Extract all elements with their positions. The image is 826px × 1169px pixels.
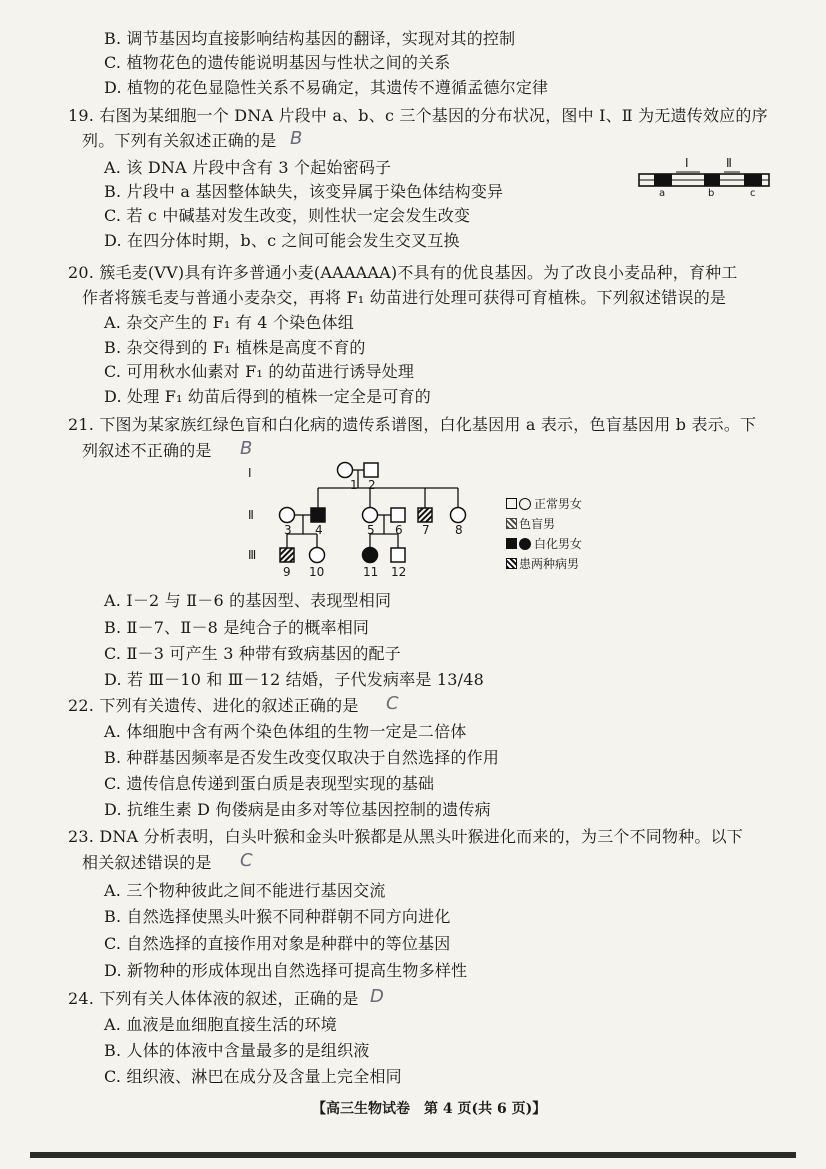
q18-option-c: C. 植物花色的遗传能说明基因与性状之间的关系 <box>104 53 451 72</box>
pedigree-i-2 <box>364 463 378 477</box>
q21-option-a: A. Ⅰ－2 与 Ⅱ－6 的基因型、表现型相同 <box>104 591 392 610</box>
q19-option-d: D. 在四分体时期，b、c 之间可能会发生交叉互换 <box>104 231 460 250</box>
pedigree-iii-9 <box>280 548 294 562</box>
q18-option-b: B. 调节基因均直接影响结构基因的翻译，实现对其的控制 <box>104 29 516 48</box>
q22-option-b: B. 种群基因频率是否发生改变仅取决于自然选择的作用 <box>104 748 500 767</box>
legend-circle-open <box>519 498 531 510</box>
q22-option-c: C. 遗传信息传递到蛋白质是表现型实现的基础 <box>104 774 435 793</box>
q20-stem: 20. 簇毛麦(VV)具有许多普通小麦(AAAAAA)不具有的优良基因。为了改良小麦品种，育种工 <box>68 263 738 282</box>
scan-edge-bar <box>30 1152 796 1158</box>
q19-option-b: B. 片段中 a 基因整体缺失，该变异属于染色体结构变异 <box>104 182 504 201</box>
id-7: 7 <box>422 523 430 537</box>
legend-colorblind <box>506 515 555 532</box>
q20-option-a: A. 杂交产生的 F₁ 有 4 个染色体组 <box>104 313 354 332</box>
legend-albino <box>506 535 582 552</box>
q22-option-a: A. 体细胞中含有两个染色体组的生物一定是二倍体 <box>104 722 467 741</box>
q23-option-a: A. 三个物种彼此之间不能进行基因交流 <box>104 881 386 900</box>
q21-option-b: B. Ⅱ－7、Ⅱ－8 是纯合子的概率相同 <box>104 618 370 637</box>
id-12: 12 <box>391 565 407 579</box>
gen-i-label: Ⅰ <box>248 466 252 480</box>
gene-a-block <box>654 174 672 186</box>
pedigree-ii-7 <box>418 508 432 522</box>
q23-option-b: B. 自然选择使黑头叶猴不同种群朝不同方向进化 <box>104 907 451 926</box>
pedigree-ii-5 <box>363 508 378 523</box>
q18-option-d: D. 植物的花色显隐性关系不易确定，其遗传不遵循孟德尔定律 <box>104 78 549 97</box>
q20-stem-cont: 作者将簇毛麦与普通小麦杂交，再将 F₁ 幼苗进行处理可获得可育植株。下列叙述错误的是 <box>82 288 727 307</box>
id-2: 2 <box>368 478 376 492</box>
pedigree-ii-3 <box>280 508 295 523</box>
id-5: 5 <box>367 523 375 537</box>
q21-stem-cont: 列叙述不正确的是 <box>82 441 212 460</box>
q21-option-c: C. Ⅱ－3 可产生 3 种带有致病基因的配子 <box>104 644 401 663</box>
pedigree-i-1 <box>338 463 353 478</box>
q20-option-d: D. 处理 F₁ 幼苗后得到的植株一定全是可育的 <box>104 387 431 406</box>
q24-stem: 24. 下列有关人体体液的叙述，正确的是 <box>68 989 359 1008</box>
id-4: 4 <box>315 523 323 537</box>
pedigree-iii-12 <box>391 548 405 562</box>
legend-circle-filled <box>519 538 531 550</box>
legend-square-hatched <box>506 558 517 569</box>
legend-albino-text: 白化男女 <box>534 537 583 551</box>
legend-both <box>506 555 579 572</box>
id-9: 9 <box>283 565 291 579</box>
q24-handwritten-answer: D <box>370 986 384 1007</box>
gene-c-label: c <box>750 188 756 199</box>
q22-option-d: D. 抗维生素 D 佝偻病是由多对等位基因控制的遗传病 <box>104 800 491 819</box>
pedigree-iii-10 <box>310 548 325 563</box>
q19-stem: 19. 右图为某细胞一个 DNA 片段中 a、b、c 三个基因的分布状况，图中 Ⅰ、Ⅱ 为无遗传效应的序 <box>68 106 768 125</box>
q19-option-a: A. 该 DNA 片段中含有 3 个起始密码子 <box>104 158 392 177</box>
q24-option-c: C. 组织液、淋巴在成分及含量上完全相同 <box>104 1067 402 1086</box>
legend-both-text: 患两种病男 <box>519 557 580 571</box>
q22-stem: 22. 下列有关遗传、进化的叙述正确的是 <box>68 696 359 715</box>
q22-handwritten-answer: C <box>386 693 399 714</box>
gene-b-label: b <box>708 188 715 199</box>
pedigree-iii-11 <box>363 548 378 563</box>
pedigree-ii-8 <box>451 508 466 523</box>
gen-iii-label: Ⅲ <box>248 548 257 562</box>
id-8: 8 <box>455 523 463 537</box>
id-6: 6 <box>395 523 403 537</box>
q23-option-d: D. 新物种的形成体现出自然选择可提高生物多样性 <box>104 961 468 980</box>
q19-option-c: C. 若 c 中碱基对发生改变，则性状一定会发生改变 <box>104 206 471 225</box>
pedigree-ii-6 <box>391 508 405 522</box>
q19-stem-cont: 列。下列有关叙述正确的是 <box>82 131 277 150</box>
dna-segment-figure <box>636 154 776 204</box>
q20-option-c: C. 可用秋水仙素对 F₁ 的幼苗进行诱导处理 <box>104 362 415 381</box>
q24-option-a: A. 血液是血细胞直接生活的环境 <box>104 1015 337 1034</box>
q23-stem-cont: 相关叙述错误的是 <box>82 853 212 872</box>
id-3: 3 <box>284 523 292 537</box>
legend-normal-text: 正常男女 <box>534 497 583 511</box>
id-10: 10 <box>309 565 325 579</box>
legend-square-filled <box>506 538 517 549</box>
q21-option-d: D. 若 Ⅲ－10 和 Ⅲ－12 结婚，子代发病率是 13/48 <box>104 670 484 689</box>
legend-colorblind-text: 色盲男 <box>519 517 556 531</box>
gene-c-block <box>744 174 762 186</box>
legend-square-open <box>506 498 517 509</box>
id-1: 1 <box>350 478 358 492</box>
page-footer: 【高三生物试卷 第 4 页(共 6 页)】 <box>312 1101 547 1117</box>
region-i-label: Ⅰ <box>685 156 689 170</box>
gene-b-block <box>704 174 720 186</box>
q23-option-c: C. 自然选择的直接作用对象是种群中的等位基因 <box>104 934 451 953</box>
q21-handwritten-answer: B <box>240 438 253 459</box>
region-ii-label: Ⅱ <box>726 156 732 170</box>
gene-a-label: a <box>659 188 666 199</box>
q19-handwritten-answer: B <box>290 128 303 149</box>
legend-normal <box>506 495 582 512</box>
q23-stem: 23. DNA 分析表明，白头叶猴和金头叶猴都是从黑头叶猴进化而来的，为三个不同物种。以下 <box>68 827 744 846</box>
gen-ii-label: Ⅱ <box>248 508 254 522</box>
pedigree-chart <box>240 452 800 584</box>
q24-option-b: B. 人体的体液中含量最多的是组织液 <box>104 1041 370 1060</box>
q20-option-b: B. 杂交得到的 F₁ 植株是高度不育的 <box>104 338 366 357</box>
q21-stem: 21. 下图为某家族红绿色盲和白化病的遗传系谱图，白化基因用 a 表示，色盲基因用 b 表示。下 <box>68 415 757 434</box>
pedigree-ii-4 <box>311 508 325 522</box>
legend-square-shaded <box>506 518 517 529</box>
q23-handwritten-answer: C <box>240 850 253 871</box>
id-11: 11 <box>363 565 379 579</box>
